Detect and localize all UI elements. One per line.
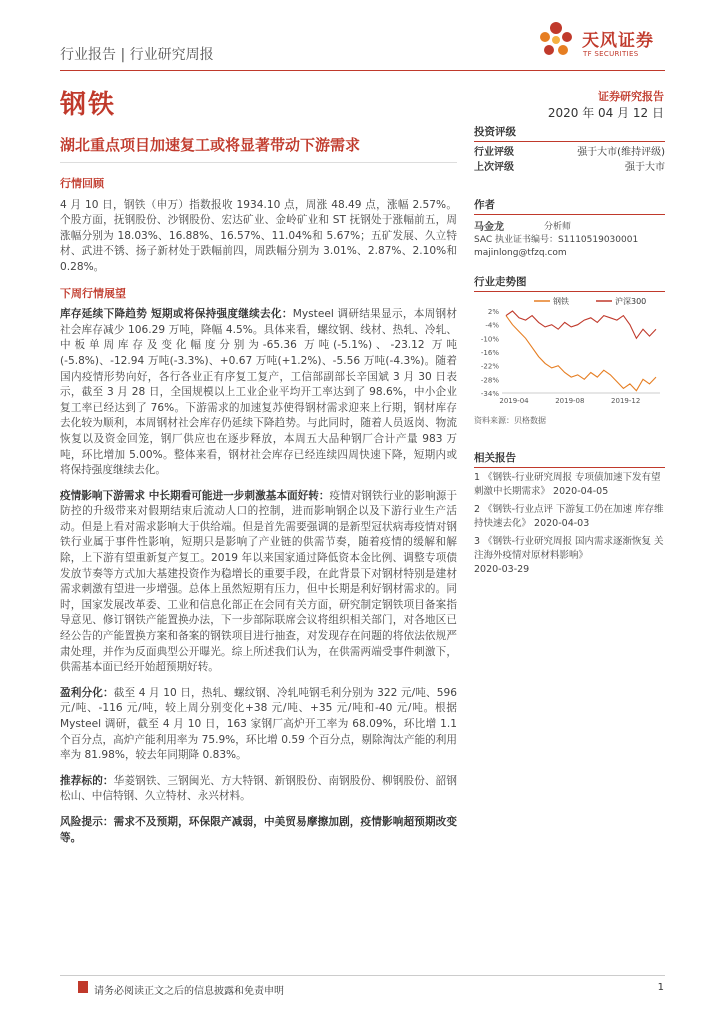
review-paragraph: 4 月 10 日，钢铁（申万）指数报收 1934.10 点，周涨 48.49 点，涨幅 2.57%。个股方面，抚钢股份、沙钢股份、宏达矿业、金岭矿业和 ST 抚钢处于涨幅前五，周涨幅分别为 18.03%、16.88%、16.57%、11.04%和 5.67%；五矿发展、久立特材、武进不锈、扬子新材处于跌幅前四，周跌幅分别为 3.01%、2.87%、2.10%和 0.28%。 xyxy=(60,198,457,273)
y-tick-label: -28% xyxy=(480,376,499,385)
footer-divider xyxy=(60,975,665,976)
related-report-title[interactable]: 2 《钢铁-行业点评 下游复工仍在加速 库存维持快速去化》 xyxy=(474,504,664,529)
logo-name: 天风证券 xyxy=(582,31,654,51)
paragraph-lead: 盈利分化： xyxy=(60,686,114,699)
footer-disclaimer: 请务必阅读正文之后的信息披露和免责申明 xyxy=(94,986,284,997)
author-email[interactable]: majinlong@tfzq.com xyxy=(474,248,567,258)
logo-flower-icon xyxy=(534,18,578,66)
paragraph-lead: 风险提示： xyxy=(60,815,114,828)
author-name: 马金龙 xyxy=(474,222,504,233)
x-tick-label: 2019-08 xyxy=(555,397,585,405)
rating-key: 上次评级 xyxy=(474,162,514,173)
related-title: 相关报告 xyxy=(474,450,665,468)
header-divider xyxy=(60,70,665,71)
rating-value: 强于大市 xyxy=(625,162,665,173)
chart-title: 行业走势图 xyxy=(474,274,665,292)
headline-divider xyxy=(60,162,457,163)
rating-title: 投资评级 xyxy=(474,124,665,142)
rating-row xyxy=(474,160,665,175)
section-title-outlook: 下周行情展望 xyxy=(60,286,126,300)
rating-row xyxy=(474,145,665,160)
paragraph-lead: 疫情影响下游需求 中长期看可能进一步刺激基本面好转： xyxy=(60,489,330,502)
report-type: 证券研究报告 xyxy=(598,90,664,103)
page-title: 钢铁 xyxy=(60,90,117,120)
chart-source: 资料来源：贝格数据 xyxy=(474,416,546,425)
outlook-paragraph-epidemic xyxy=(60,489,457,676)
logo-english-name: TF SECURITIES xyxy=(583,50,639,58)
paragraph-body: 截至 4 月 10 日，热轧、螺纹钢、冷轧吨钢毛利分别为 322 元/吨、596 元/吨、-116 元/吨，较上周分别变化+38 元/吨、+35 元/吨和-40 元/吨。根据 Mysteel 调研，截至 4 月 10 日，163 家钢厂高炉开工率为 68.09%，环比增 1.1 个百分点，高炉产能利用率为 75.9%，环比增 0.59 个百分点，剔除淘汰产能的利用率为 81.98%，较去年同期降 0.83%。 xyxy=(60,686,458,762)
trend-chart xyxy=(474,295,665,410)
y-tick-label: -34% xyxy=(480,390,499,398)
y-tick-label: -16% xyxy=(480,349,499,357)
outlook-paragraph-picks xyxy=(60,774,457,805)
series-line-hs300 xyxy=(506,311,656,338)
footer-marker xyxy=(78,981,88,993)
paragraph-body: 需求不及预期，环保限产减弱，中美贸易摩擦加剧，疫情影响超预期改变等。 xyxy=(60,815,458,844)
author-title: 作者 xyxy=(474,197,665,215)
paragraph-body: Mysteel 调研结果显示，本周钢材社会库存减少 106.29 万吨，降幅 4.5%。具体来看，螺纹钢、线材、热轧、冷轧、中板单周库存及变化幅度分别为-65.36 万吨(-5.1%)、-23.12 万吨(-5.8%)、-12.94 万吨(-3.3%)、+0.67 万吨(+1.2%)、-5.56 万吨(-4.3%)。随着国内疫情形势向好，各行各业正有序复工复产，工信部副部长辛国斌 3 月 30 日表示，截至 3 月 28 日，全国规模以上工业企业平均开工率达到了 98.6%，中小企业复工率已经达到了 76%。下游需求的加速复苏使得钢材需求迎来上行期，钢材库存去化较为顺利，本周钢材社会库存仍延续下降趋势。与此同时，随着人员返岗、物流恢复以及资金回笼，钢厂供应也在逐步释放，本周五大品种钢厂合计产量 983 万吨，环比增加 5.00%。整体来看，钢材社会库存已经连续四周快速下降，短期内或将保持强度继续去化。 xyxy=(60,308,458,477)
sidebar xyxy=(474,124,665,581)
outlook-paragraph-risk xyxy=(60,815,457,846)
x-tick-label: 2019-04 xyxy=(499,397,529,405)
outlook-paragraph-profit xyxy=(60,686,457,764)
author-line xyxy=(474,221,665,234)
legend-label: 钢铁 xyxy=(553,297,569,306)
related-report[interactable] xyxy=(474,471,665,499)
related-report-date: 2020-04-03 xyxy=(534,518,590,529)
y-tick-label: -22% xyxy=(480,362,499,371)
paragraph-lead: 库存延续下降趋势 短期或将保持强度继续去化： xyxy=(60,308,293,321)
company-logo xyxy=(534,18,666,70)
y-tick-label: 2% xyxy=(487,308,499,316)
paragraph-lead: 推荐标的： xyxy=(60,774,114,787)
x-tick-label: 2019-12 xyxy=(611,397,641,405)
author-role: 分析师 xyxy=(544,222,572,232)
related-report[interactable] xyxy=(474,535,665,577)
rating-key: 行业评级 xyxy=(474,147,514,158)
related-report-title[interactable]: 3 《钢铁-行业研究周报 国内需求逐渐恢复 关注海外疫情对原材料影响》 xyxy=(474,536,664,561)
section-title-review: 行情回顾 xyxy=(60,177,104,190)
y-tick-label: -4% xyxy=(485,321,499,330)
related-report-date: 2020-04-05 xyxy=(553,486,609,497)
author-cert: SAC 执业证书编号：S1110519030001 xyxy=(474,235,639,245)
related-report-title[interactable]: 1 《钢铁-行业研究周报 专项债加速下发有望刺激中长期需求》 xyxy=(474,472,661,497)
main-content xyxy=(60,176,457,856)
outlook-paragraph-inventory xyxy=(60,307,457,479)
related-report-date: 2020-03-29 xyxy=(474,564,530,575)
legend-label: 沪深300 xyxy=(615,297,647,306)
report-headline: 湖北重点项目加速复工或将显著带动下游需求 xyxy=(60,136,361,154)
paragraph-body: 疫情对钢铁行业的影响源于防控的升级带来对假期结束后流动人口的控制，进而影响钢企以及下游行业生产活动。但是上看对需求影响大于供给端。但是首先需要强调的是新型冠状病毒疫情对钢铁行业属于事件性影响，短期只是影响了产业链的供需节奏，随着疫情的缓解和解除，上下游有望重新复产复工。2019 年以来国家通过降低资本金比例、调整专项债发放节奏等方式加大基建投资作为稳增长的重要手段，在此背景下对钢材特别是建材需求刺激有望进一步增强。总体上虽然短期有压力，但中长期是利好钢材需求的。同时，国家发展改革委、工业和信息化部正在会同有关方面，研究制定钢铁项目备案指导意见、修订钢铁产能置换办法，下一步部际联席会议将组织相关部门，对各地区已经公告的产能置换方案和备案的钢铁项目进行抽查，对发现存在问题的将依法依规严肃处理，并作为反面典型公开曝光。综上所述我们认为，在供需两端受事件刺激下，供需基本面已经开始超预期好转。 xyxy=(60,489,458,674)
rating-value: 强于大市(维持评级) xyxy=(577,147,665,158)
report-category: 行业报告 | 行业研究周报 xyxy=(60,47,214,63)
series-line-steel xyxy=(506,316,656,391)
y-tick-label: -10% xyxy=(480,335,499,344)
paragraph-body: 华菱钢铁、三钢闽光、方大特钢、新钢股份、南钢股份、柳钢股份、韶钢松山、中信特钢、久立特材、永兴材料。 xyxy=(60,774,458,803)
related-report[interactable] xyxy=(474,503,665,531)
page-number: 1 xyxy=(657,982,664,993)
report-date: 2020 年 04 月 12 日 xyxy=(547,106,664,120)
